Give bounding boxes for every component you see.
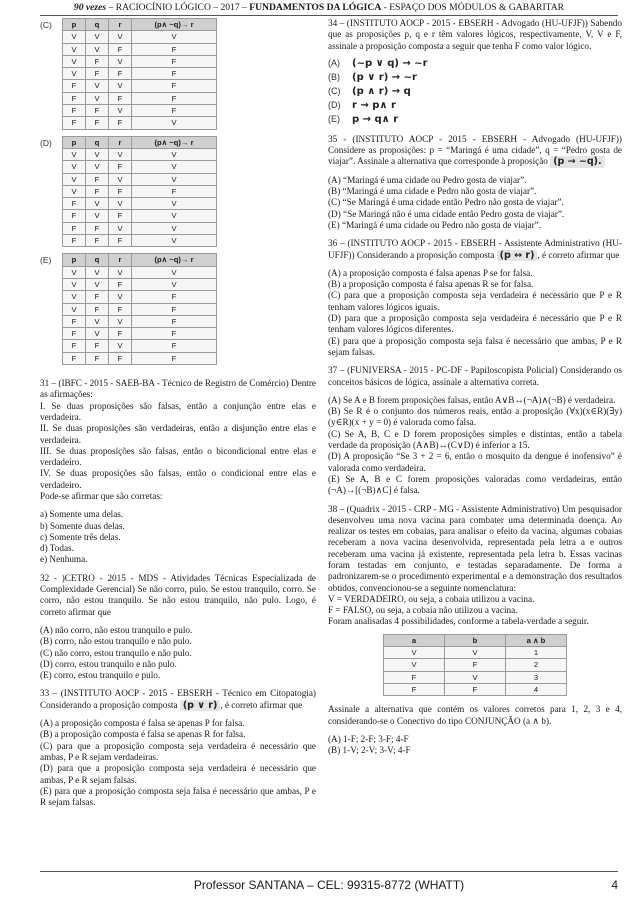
table-cell: F	[63, 315, 86, 327]
table-cell: V	[132, 173, 217, 185]
table-cell: V	[86, 80, 109, 92]
q36-option: (A) a proposição composta é falsa apenas P se for falsa.	[328, 267, 533, 278]
table-cell: V	[63, 278, 86, 290]
table-cell: V	[63, 303, 86, 315]
table-cell: F	[63, 117, 86, 129]
table-row	[63, 210, 217, 222]
table-cell: V	[109, 315, 132, 327]
q31-option: b) Somente duas delas.	[40, 520, 125, 531]
table-cell: 3	[506, 671, 567, 683]
q33-title: 33 – (INSTITUTO AOCP - 2015 - EBSERH - Técnico em Citopatogia) Considerando a proposição composta	[40, 688, 316, 710]
table-cell: 4	[506, 683, 567, 695]
table-row	[63, 55, 217, 67]
table-cell: V	[109, 198, 132, 210]
q32-title: 32 - )CETRO - 2015 - MDS - Atividades Técnicas Especializada de Complexidade Gerencial) Se não corro, pulo. Se estou tranquilo, corro. Se corro, não estou tranquilo. Se não estou tranquilo, não pulo. Logo, é correto afirmar que	[40, 572, 316, 617]
q31-item: II. Se duas proposições são verdadeiras, então a disjunção entre elas e verdadeira.	[40, 423, 316, 445]
table-cell: V	[109, 148, 132, 160]
header-rule	[40, 15, 618, 16]
q32-option: (A) não corro, não estou tranquilo e pulo.	[40, 624, 193, 635]
table-cell: V	[86, 210, 109, 222]
table-header: (p∧ ~q)→ r	[132, 19, 217, 31]
table-cell: V	[109, 173, 132, 185]
q38-table-header: a	[384, 634, 445, 646]
table-cell: F	[63, 352, 86, 364]
table-cell: V	[86, 43, 109, 55]
truth-table-label: (E)	[40, 255, 52, 266]
table-cell: V	[132, 266, 217, 278]
table-header: p	[63, 136, 86, 148]
table-cell: F	[109, 278, 132, 290]
table-cell: V	[63, 148, 86, 160]
q34-option-expr: (~p ∨ q) → ~r	[352, 58, 428, 70]
table-header: r	[109, 19, 132, 31]
table-cell: V	[86, 31, 109, 43]
header-bold: FUNDAMENTOS DA LÓGICA	[249, 2, 382, 13]
table-cell: F	[86, 340, 109, 352]
q36-title-end: , é correto afirmar que	[537, 249, 620, 260]
table-cell: V	[63, 43, 86, 55]
table-cell: F	[63, 92, 86, 104]
question-38	[328, 504, 622, 757]
footer-rule	[40, 871, 618, 872]
table-row	[63, 43, 217, 55]
q33-title-end: , é correto afirmar que	[220, 699, 303, 710]
table-row	[63, 148, 217, 160]
table-cell: F	[63, 198, 86, 210]
table-cell: V	[63, 291, 86, 303]
table-row	[63, 31, 217, 43]
page-footer	[40, 878, 618, 894]
q34-option-expr: p → q∧ r	[352, 114, 399, 126]
q31-option: a) Somente uma delas.	[40, 509, 124, 520]
table-row	[63, 303, 217, 315]
table-cell: F	[132, 43, 217, 55]
table-cell: F	[132, 105, 217, 117]
table-header: p	[63, 254, 86, 266]
table-cell: F	[132, 291, 217, 303]
table-cell: V	[63, 185, 86, 197]
table-cell: V	[445, 647, 506, 659]
q38-title: 38 – (Quadrix - 2015 - CRP - MG - Assistente Administrativo) Um pesquisador desenvolveu uma nova vacina para combater uma determinada doença. Ao realizar os testes em cobaias, para analisar o efeito da vacina, algumas cobaias receberam a nova vacina desenvolvida, representada pela letra a e outros receberam uma vacina já existente, representada pela letra b. Essas vacinas foram testadas em conjunto, e testadas separadamente. De forma a padronizarem-se o procedimento experimental e a demonstração dos resultados obtidos, convencionou-se a seguinte nomenclatura:	[328, 503, 622, 593]
table-header: (p∧ ~q)→ r	[132, 136, 217, 148]
q38-option: (B) 1-V; 2-V; 3-V; 4-F	[328, 745, 411, 756]
truth-table-block	[40, 18, 316, 130]
table-header: p	[63, 19, 86, 31]
table-cell: F	[86, 55, 109, 67]
table-cell: V	[86, 278, 109, 290]
table-cell: F	[63, 80, 86, 92]
q34-option-c	[328, 85, 622, 99]
table-row	[63, 340, 217, 352]
table-cell: F	[109, 328, 132, 340]
table-cell: F	[132, 185, 217, 197]
truth-table	[62, 253, 217, 365]
table-cell: V	[384, 647, 445, 659]
q33-option: (E) para que a proposição composta seja falsa é necessário que ambas, P e R sejam falsas.	[40, 785, 316, 808]
table-cell: V	[109, 340, 132, 352]
question-33	[40, 688, 316, 808]
table-cell: F	[132, 80, 217, 92]
truth-table-block	[40, 253, 316, 365]
table-cell: F	[109, 235, 132, 247]
table-row	[63, 80, 217, 92]
table-cell: F	[63, 222, 86, 234]
q35-title: 35 - (INSTITUTO AOCP - 2015 - EBSERH - Advogado (HU-UFJF)) Considere as proposições: p = “Maringá é uma cidade”, q = “Pedro gosta de viajar”. Assinale a alternativa que corresponde à proposição	[328, 133, 622, 167]
table-cell: F	[132, 92, 217, 104]
truth-table-label: (D)	[40, 137, 52, 148]
table-row	[63, 161, 217, 173]
table-cell: F	[132, 315, 217, 327]
table-header: r	[109, 136, 132, 148]
table-cell: V	[132, 161, 217, 173]
q35-option: (C) “Se Maringá é uma cidade então Pedro não gosta de viajar”.	[328, 197, 564, 208]
q38-option: (A) 1-F; 2-F; 3-F; 4-F	[328, 733, 409, 744]
table-cell: F	[109, 185, 132, 197]
table-cell: V	[63, 173, 86, 185]
q31-item: I. Se duas proposições são falsas, então a conjunção entre elas e verdadeira.	[40, 400, 316, 422]
q34-option-expr: (p ∨ r) → ~r	[352, 72, 417, 84]
q33-formula: (p ∨ r)	[180, 700, 221, 711]
header-suffix: - ESPAÇO DOS MÓDULOS & GABARITAR	[381, 2, 565, 13]
table-header: (p∧ ~q)→ r	[132, 254, 217, 266]
q35-option: (A) “Maringá é uma cidade ou Pedro gosta de viajar”.	[328, 174, 527, 185]
q31-option: e) Nenhuma.	[40, 554, 88, 565]
q34-title: 34 – (INSTITUTO AOCP - 2015 - EBSERH - Advogado (HU-UFJF)) Sabendo que as proposições p, q e r têm valores lógicos, respectivamente, V, V e F, assinale a proposição composta a seguir que tenha F como valor lógico.	[328, 18, 622, 51]
q36-formula: (p ↔ r)	[497, 250, 538, 261]
q38-prompt: Assinale a alternativa que contém os valores corretos para 1, 2, 3 e 4, considerando-se o Conectivo do tipo CONJUNÇÃO (a ∧ b).	[328, 704, 622, 726]
truth-tables	[40, 18, 316, 365]
table-cell: V	[63, 68, 86, 80]
table-row	[63, 173, 217, 185]
table-row	[63, 235, 217, 247]
q38-line: F = FALSO, ou seja, a cobaia não utilizou a vacina.	[328, 605, 518, 616]
table-cell: V	[86, 148, 109, 160]
table-row	[63, 185, 217, 197]
q38-line: Foram analisadas 4 possibilidades, conforme a tabela-verdade a seguir.	[328, 616, 589, 627]
table-cell: F	[132, 352, 217, 364]
q36-option: (E) para que a proposição composta seja falsa é necessário que ambas, P e R sejam falsas.	[328, 335, 622, 357]
table-cell: V	[86, 161, 109, 173]
table-cell: V	[132, 235, 217, 247]
header-prefix: 90 vezes	[73, 2, 107, 13]
table-cell: V	[86, 328, 109, 340]
table-cell: F	[86, 303, 109, 315]
q34-option-expr: (p ∧ r) → q	[352, 86, 411, 98]
q33-option: (A) a proposição composta é falsa se apenas P for falsa.	[40, 718, 245, 729]
q34-option-e	[328, 113, 622, 127]
table-cell: F	[63, 105, 86, 117]
q33-option: (D) para que a proposição composta seja verdadeira é necessário que ambas, P e R sejam falsas.	[40, 763, 316, 785]
q34-option-label: (D)	[328, 100, 341, 111]
q38-truth-table	[383, 634, 567, 696]
table-cell: F	[109, 68, 132, 80]
table-cell: F	[384, 683, 445, 695]
q32-option: (B) corro, não estou tranquilo e não pulo.	[40, 636, 192, 647]
question-31	[40, 378, 316, 566]
table-cell: V	[109, 222, 132, 234]
question-32	[40, 573, 316, 682]
table-cell: V	[384, 659, 445, 671]
q37-option: (C) Se A, B, C e D forem proposições simples e distintas, então a tabela verdade da proposição (A∧B)↔(C∨D) é inferior a 15.	[328, 428, 622, 451]
q35-formula: (p → ~q).	[550, 156, 604, 167]
table-row	[63, 278, 217, 290]
table-cell: F	[86, 185, 109, 197]
question-36	[328, 238, 622, 358]
table-cell: F	[109, 210, 132, 222]
table-cell: V	[86, 266, 109, 278]
page-number: 4	[611, 878, 618, 892]
q36-title: 36 – (INSTITUTO AOCP - 2015 - EBSERH - Assistente Administrativo (HU-UFJF)) Considerando a proposição composta	[328, 238, 622, 260]
table-cell: F	[86, 68, 109, 80]
table-cell: V	[132, 210, 217, 222]
table-row	[63, 222, 217, 234]
q34-option-label: (C)	[328, 86, 341, 97]
table-cell: V	[86, 92, 109, 104]
q34-option-label: (A)	[328, 58, 340, 69]
truth-table-block	[40, 136, 316, 248]
table-cell: F	[132, 340, 217, 352]
table-cell: V	[109, 55, 132, 67]
q36-option: (C) para que a proposição composta seja verdadeira é necessário que P e R tenham valores lógicos iguais.	[328, 290, 622, 312]
q37-title: 37 – (FUNIVERSA - 2015 - PC-DF - Papiloscopista Policial) Considerando os conceitos básicos de lógica, assinale a alternativa correta.	[328, 365, 622, 387]
table-cell: F	[109, 117, 132, 129]
table-cell: V	[445, 671, 506, 683]
table-cell: V	[63, 266, 86, 278]
table-cell: F	[109, 161, 132, 173]
q38-table-header: b	[445, 634, 506, 646]
question-35	[328, 134, 622, 231]
q35-option: (B) “Maringá é uma cidade e Pedro não gosta de viajar”.	[328, 186, 537, 197]
q31-option: d) Todas.	[40, 543, 74, 554]
table-row	[63, 315, 217, 327]
table-cell: F	[445, 659, 506, 671]
table-header: r	[109, 254, 132, 266]
table-row	[63, 266, 217, 278]
table-cell: F	[86, 235, 109, 247]
table-cell: V	[109, 31, 132, 43]
table-cell: V	[132, 222, 217, 234]
q31-option: c) Somente três delas.	[40, 531, 121, 542]
table-cell: V	[63, 161, 86, 173]
table-row	[63, 291, 217, 303]
footer-text: Professor SANTANA – CEL: 99315-8772 (WHATT)	[193, 878, 465, 892]
q38-line: V = VERDADEIRO, ou seja, a cobaia utilizou a vacina.	[328, 593, 535, 604]
q37-option: (D) A proposição “Se 3 + 2 = 6, então o mosquito da dengue é inofensivo” é valorada como verdadeira.	[328, 451, 622, 473]
table-cell: V	[63, 55, 86, 67]
q34-option-expr: r → p∧ r	[352, 100, 396, 112]
page-header	[0, 2, 638, 13]
table-cell: V	[132, 31, 217, 43]
table-row	[63, 92, 217, 104]
table-header: q	[86, 136, 109, 148]
truth-table	[62, 136, 217, 248]
table-cell: F	[109, 352, 132, 364]
q33-option: (C) para que a proposição composta seja verdadeira é necessário que ambas, P e R sejam verdadeiras.	[40, 740, 316, 762]
table-cell: F	[132, 328, 217, 340]
q34-option-a	[328, 57, 622, 71]
q32-option: (D) corro, estou tranquilo e não pulo.	[40, 658, 177, 669]
q37-option: (A) Se A e B forem proposições falsas, então A∨B↔(¬A)∧(¬B) é verdadeira.	[328, 394, 616, 405]
table-cell: V	[109, 80, 132, 92]
table-row	[63, 352, 217, 364]
table-cell: V	[132, 198, 217, 210]
table-cell: F	[132, 68, 217, 80]
q31-item: III. Se duas proposições são falsas, então o bicondicional entre elas e verdadeiro.	[40, 445, 316, 468]
table-row	[63, 117, 217, 129]
table-cell: F	[63, 328, 86, 340]
q37-option: (B) Se R é o conjunto dos números reais, então a proposição (∀x)(x∈R)(∃y)(y∈R)(x + y = 0) é valorada como falsa.	[328, 406, 622, 428]
q31-item: Pode-se afirmar que são corretas:	[40, 490, 163, 501]
table-cell: V	[132, 117, 217, 129]
table-cell: F	[445, 683, 506, 695]
table-row	[63, 198, 217, 210]
table-cell: V	[63, 31, 86, 43]
right-column	[328, 18, 622, 756]
table-cell: F	[132, 303, 217, 315]
table-row	[63, 328, 217, 340]
table-row	[384, 683, 567, 695]
q31-title: 31 – (IBFC - 2015 - SAEB-BA - Técnico de Registro de Comércio) Dentre as afirmações:	[40, 378, 316, 400]
table-cell: F	[86, 105, 109, 117]
table-cell: F	[63, 210, 86, 222]
table-cell: F	[109, 43, 132, 55]
table-cell: F	[109, 303, 132, 315]
table-cell: F	[63, 340, 86, 352]
question-34	[328, 18, 622, 127]
table-cell: F	[384, 671, 445, 683]
table-cell: V	[109, 291, 132, 303]
q31-item: IV. Se duas proposições são falsas, então o condicional entre elas e verdadeiro.	[40, 468, 316, 490]
table-header: q	[86, 254, 109, 266]
table-cell: F	[86, 352, 109, 364]
q38-table-header: a ∧ b	[506, 634, 567, 646]
q34-option-b	[328, 71, 622, 85]
table-cell: F	[132, 55, 217, 67]
q34-option-label: (B)	[328, 72, 340, 83]
q36-option: (D) para que a proposição composta seja verdadeira é necessário que P e R tenham valores lógicos diferentes.	[328, 313, 622, 335]
table-cell: F	[63, 235, 86, 247]
table-cell: V	[132, 278, 217, 290]
table-cell: F	[86, 173, 109, 185]
q33-option: (B) a proposição composta é falsa se apenas R for falsa.	[40, 729, 246, 740]
q34-option-label: (E)	[328, 114, 340, 125]
left-column	[40, 18, 316, 808]
q35-option: (E) “Maringá é uma cidade ou Pedro não gosta de viajar”.	[328, 219, 542, 230]
q35-option: (D) “Se Maringá não é uma cidade então Pedro gosta de viajar”.	[328, 208, 565, 219]
table-cell: F	[86, 117, 109, 129]
table-row	[384, 647, 567, 659]
truth-table-label: (C)	[40, 20, 52, 30]
table-header: q	[86, 19, 109, 31]
q32-option: (E) corro, estou tranquilo e pulo.	[40, 670, 161, 681]
q37-option: (E) Se A, B e C forem proposições valoradas como verdadeiras, então (¬A)→[(¬B)∧C] é falsa.	[328, 473, 622, 496]
table-cell: V	[132, 148, 217, 160]
table-cell: F	[86, 291, 109, 303]
table-cell: V	[86, 198, 109, 210]
table-cell: 2	[506, 659, 567, 671]
table-cell: V	[86, 315, 109, 327]
table-row	[63, 68, 217, 80]
table-row	[63, 105, 217, 117]
truth-table	[62, 18, 217, 130]
table-cell: V	[109, 266, 132, 278]
q36-option: (B) a proposição composta é falsa apenas R se for falsa.	[328, 279, 534, 290]
table-cell: 1	[506, 647, 567, 659]
q32-option: (C) não corro, estou tranquilo e não pulo.	[40, 647, 192, 658]
table-row	[384, 671, 567, 683]
table-cell: F	[86, 222, 109, 234]
table-cell: V	[109, 105, 132, 117]
table-row	[384, 659, 567, 671]
question-37	[328, 365, 622, 496]
header-middle: – RACIOCÍNIO LÓGICO – 2017 –	[106, 2, 250, 13]
q34-option-d	[328, 99, 622, 113]
table-cell: F	[109, 92, 132, 104]
